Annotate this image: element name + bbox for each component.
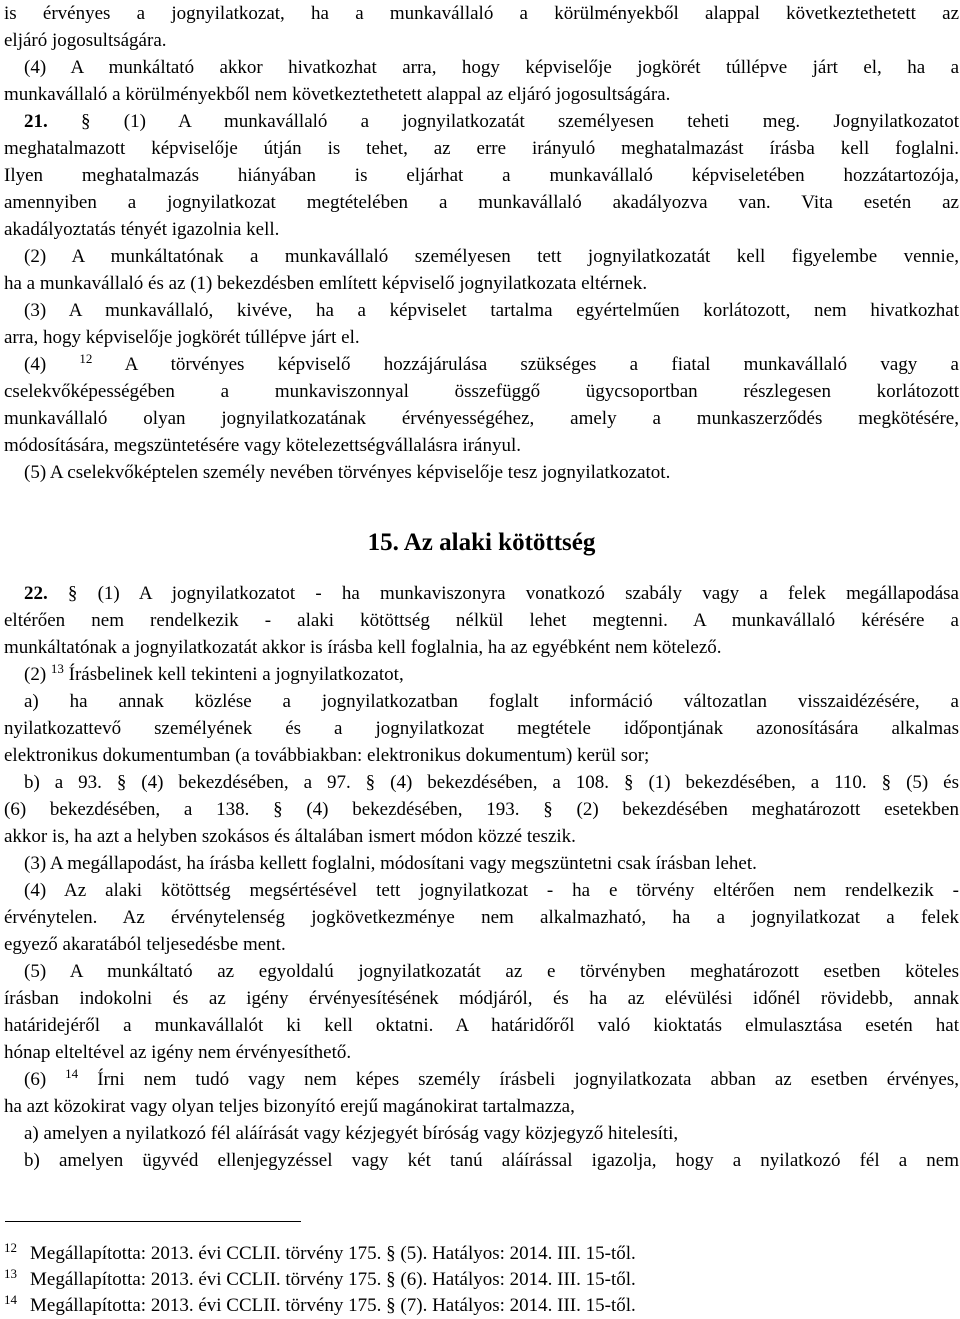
line-text: (2) A munkáltatónak a munkavállaló személyesen tett jognyilatkozatát kell figyelembe vennie,	[24, 246, 959, 267]
text-line	[4, 432, 959, 459]
text-line	[4, 823, 959, 850]
text-line	[4, 742, 959, 769]
text-line	[4, 958, 959, 985]
text-line	[4, 351, 959, 378]
footnote-text: Megállapította: 2013. évi CCLII. törvény 175. § (6). Hatályos: 2014. III. 15-től.	[30, 1269, 636, 1290]
text-line	[4, 985, 959, 1012]
line-text: akadályoztatás tényét igazolnia kell.	[4, 219, 280, 240]
line-text: eltérően nem rendelkezik - alaki kötöttség nélkül lehet megtenni. A munkavállaló kérésére a	[4, 610, 959, 631]
line-text: munkavállaló a körülményekből nem következtethetett alappal az eljáró jogosultságára.	[4, 84, 671, 105]
footnote-reference[interactable]: 12	[79, 351, 93, 366]
text-line	[4, 877, 959, 904]
text-line	[4, 189, 959, 216]
line-text: b) a 93. § (4) bekezdésében, a 97. § (4) bekezdésében, a 108. § (1) bekezdésében, a 110. § (5) és	[24, 772, 959, 793]
text-line	[4, 27, 959, 54]
line-text: módosítására, megszüntetésére vagy kötelezettségvállalásra irányul.	[4, 435, 522, 456]
line-text: cselekvőképességében a munkaviszonnyal összefüggő ügycsoportban részlegesen korlátozott	[4, 381, 959, 402]
text-line	[4, 769, 959, 796]
line-text: elektronikus dokumentumban (a továbbiakban: elektronikus dokumentum) kerül sor;	[4, 745, 650, 766]
line-text: (4) A munkáltató akkor hivatkozhat arra, hogy képviselője jogkörét túllépve járt el, ha a	[24, 57, 959, 78]
line-text: határidejéről a munkavállalót ki kell oktatni. A határidőről való kioktatás elmulasztása esetén hat	[4, 1015, 959, 1036]
text-line	[4, 243, 959, 270]
text-line	[4, 580, 959, 607]
paragraph-number: (2)	[24, 664, 51, 685]
text-line	[4, 0, 959, 27]
text-line	[4, 1120, 959, 1147]
line-text: írásban indokolni és az igény érvényesítésének módjáról, és ha az elévülési időnél rövidebb, annak	[4, 988, 959, 1009]
line-text: Ilyen meghatalmazás hiányában is eljárhat a munkavállaló képviseletében hozzátartozója,	[4, 165, 959, 186]
footnote-reference[interactable]: 14	[65, 1066, 79, 1081]
text-line	[4, 324, 959, 351]
line-text: ha azt közokirat vagy olyan teljes bizonyító erejű magánokirat tartalmazza,	[4, 1096, 575, 1117]
line-text: is érvényes a jognyilatkozat, ha a munkavállaló a körülményekből alappal következtethetett az	[4, 3, 959, 24]
text-line	[4, 54, 959, 81]
text-line	[4, 459, 959, 486]
line-text: a) ha annak közlése a jognyilatkozatban foglalt információ változatlan visszaidézésére, a	[24, 691, 959, 712]
text-line	[4, 162, 959, 189]
text-line	[4, 135, 959, 162]
line-text: hónap elteltével az igény nem érvényesíthető.	[4, 1042, 352, 1063]
text-line	[4, 81, 959, 108]
line-text: munkavállaló olyan jognyilatkozatának érvényességéhez, amely a munkaszerződés megkötésére,	[4, 408, 959, 429]
text-line	[4, 1093, 959, 1120]
text-line	[4, 405, 959, 432]
paragraph-number: (6)	[24, 1069, 66, 1090]
section-number: 22.	[24, 583, 48, 604]
footnote-number: 12	[4, 1240, 17, 1255]
line-text: (6) bekezdésében, a 138. § (4) bekezdésében, 193. § (2) bekezdésében meghatározott esetekben	[4, 799, 959, 820]
text-line	[4, 904, 959, 931]
footnote	[4, 1236, 636, 1264]
line-text: Írni nem tudó vagy nem képes személy írásbeli jognyilatkozata abban az esetben érvényes,	[78, 1069, 959, 1090]
text-line	[4, 270, 959, 297]
text-line	[4, 378, 959, 405]
footnote-text: Megállapította: 2013. évi CCLII. törvény 175. § (7). Hatályos: 2014. III. 15-től.	[30, 1295, 636, 1316]
footnote-text: Megállapította: 2013. évi CCLII. törvény 175. § (5). Hatályos: 2014. III. 15-től.	[30, 1243, 636, 1264]
text-line	[4, 931, 959, 958]
line-text: Írásbelinek kell tekinteni a jognyilatkozatot,	[63, 664, 404, 685]
section-heading	[4, 527, 959, 559]
section-number: 21.	[24, 111, 48, 132]
text-line	[4, 607, 959, 634]
text-line	[4, 688, 959, 715]
line-text: arra, hogy képviselője jogkörét túllépve járt el.	[4, 327, 360, 348]
footnote-divider	[5, 1221, 301, 1222]
footnote-number: 14	[4, 1292, 17, 1307]
paragraph-number: (4)	[24, 354, 80, 375]
line-text: (5) A munkáltató az egyoldalú jognyilatkozatát az e törvényben meghatározott esetben köteles	[24, 961, 959, 982]
line-text: (4) Az alaki kötöttség megsértésével tett jognyilatkozat - ha e törvény eltérően nem rendelkezik -	[24, 880, 959, 901]
text-line	[4, 715, 959, 742]
line-text: (5) A cselekvőképtelen személy nevében törvényes képviselője tesz jognyilatkozatot.	[24, 462, 671, 483]
line-text: egyező akaratából teljesedésbe ment.	[4, 934, 286, 955]
text-line	[4, 1012, 959, 1039]
line-text: érvénytelen. Az érvénytelenség jogkövetkezménye nem alkalmazható, ha a jognyilatkozat a felek	[4, 907, 959, 928]
text-line	[4, 634, 959, 661]
footnote	[4, 1262, 636, 1290]
line-text: ha a munkavállaló és az (1) bekezdésben említett képviselő jognyilatkozata eltérnek.	[4, 273, 648, 294]
footnote-reference[interactable]: 13	[50, 661, 64, 676]
text-line	[4, 1066, 959, 1093]
text-line	[4, 850, 959, 877]
line-text: akkor is, ha azt a helyben szokásos és általában ismert módon közzé teszik.	[4, 826, 576, 847]
line-text: meghatalmazott képviselője útján is tehet, az erre irányuló meghatalmazást írásba kell foglalni.	[4, 138, 959, 159]
text-line	[4, 1147, 959, 1174]
line-text: § (1) A munkavállaló a jognyilatkozatát személyesen teheti meg. Jognyilatkozatot	[47, 111, 959, 132]
text-line	[4, 297, 959, 324]
line-text: eljáró jogosultságára.	[4, 30, 167, 51]
section-heading-text: 15. Az alaki kötöttség	[367, 529, 596, 556]
line-text: (3) A megállapodást, ha írásba kellett foglalni, módosítani vagy megszüntetni csak írásban lehet.	[24, 853, 757, 874]
line-text: nyilatkozattevő személyének és a jognyilatkozat megtétele időpontjának azonosítására alkalmas	[4, 718, 959, 739]
line-text: a) amelyen a nyilatkozó fél aláírását vagy kézjegyét bíróság vagy közjegyző hitelesíti,	[24, 1123, 679, 1144]
footnote-number: 13	[4, 1266, 17, 1281]
text-line	[4, 108, 959, 135]
line-text: § (1) A jognyilatkozatot - ha munkaviszonyra vonatkozó szabály vagy a felek megállapodása	[47, 583, 959, 604]
text-line	[4, 1039, 959, 1066]
line-text: A törvényes képviselő hozzájárulása szükséges a fiatal munkavállaló vagy a	[92, 354, 959, 375]
footnote	[4, 1288, 636, 1316]
line-text: munkáltatónak a jognyilatkozatát akkor is írásba kell foglalnia, ha az egyébként nem kötelező.	[4, 637, 722, 658]
line-text: amennyiben a jognyilatkozat megtételében a munkavállaló akadályozva van. Vita esetén az	[4, 192, 959, 213]
line-text: (3) A munkavállaló, kivéve, ha a képviselet tartalma egyértelműen korlátozott, nem hivatkozhat	[24, 300, 959, 321]
text-line	[4, 661, 959, 688]
text-line	[4, 796, 959, 823]
line-text: b) amelyen ügyvéd ellenjegyzéssel vagy két tanú aláírással igazolja, hogy a nyilatkozó fél a nem	[24, 1150, 959, 1171]
text-line	[4, 216, 959, 243]
